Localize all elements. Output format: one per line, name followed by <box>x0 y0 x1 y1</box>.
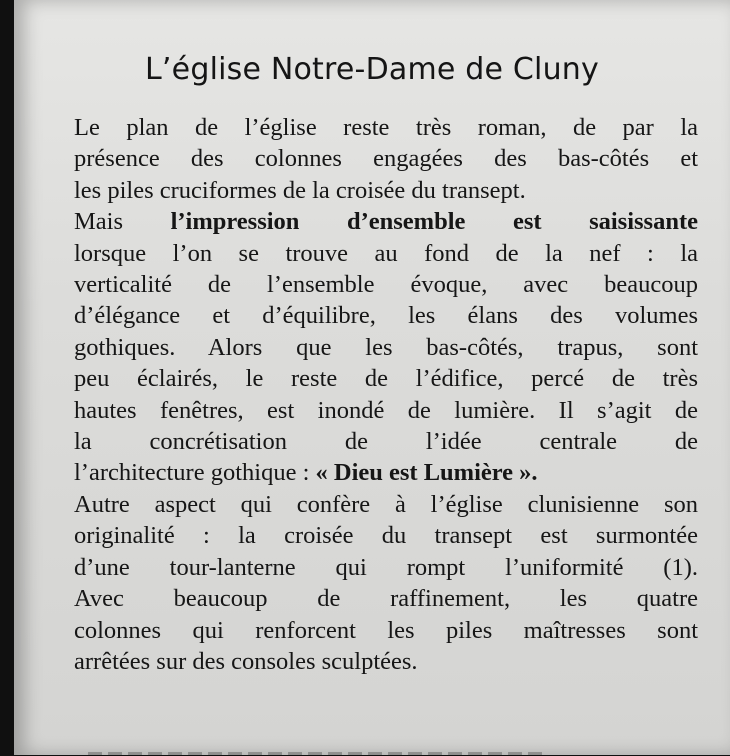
text-span: arrêtées sur des consoles sculptées. <box>74 647 418 675</box>
text-line <box>74 143 698 174</box>
text-line <box>74 457 698 488</box>
text-span: d’élégance et d’équilibre, les élans des volumes <box>74 302 698 330</box>
text-span: Le plan de l’église reste très roman, de par la <box>74 114 698 141</box>
text-span: hautes fenêtres, est inondé de lumière. Il s’agit de <box>74 396 698 424</box>
bold-text: l’impression d’ensemble est saisissante <box>170 208 698 236</box>
text-span: lorsque l’on se trouve au fond de la nef : la <box>74 239 698 267</box>
text-line <box>74 363 698 394</box>
text-line <box>74 520 698 551</box>
text-line <box>74 175 698 206</box>
text-span: colonnes qui renforcent les piles maîtresses sont <box>74 616 698 644</box>
text-line <box>74 489 698 520</box>
document-panel <box>14 0 730 755</box>
text-span: présence des colonnes engagées des bas-côtés et <box>74 145 698 173</box>
text-span: verticalité de l’ensemble évoque, avec beaucoup <box>74 271 698 299</box>
text-line <box>74 646 698 677</box>
text-span: gothiques. Alors que les bas-côtés, trapus, sont <box>74 333 698 361</box>
text-line <box>74 552 698 583</box>
text-span: la concrétisation de l’idée centrale de <box>74 428 698 456</box>
bold-text: « Dieu est Lumière ». <box>315 459 538 487</box>
text-line <box>74 269 698 300</box>
text-line <box>74 206 698 237</box>
text-span: originalité : la croisée du transept est surmontée <box>74 522 698 550</box>
text-span: Autre aspect qui confère à l’église clunisienne son <box>74 490 698 518</box>
text-line <box>74 426 698 457</box>
text-span: l’architecture gothique : <box>74 459 316 487</box>
text-line <box>74 615 698 646</box>
text-span: peu éclairés, le reste de l’édifice, percé de très <box>74 365 698 393</box>
text-line <box>74 238 698 269</box>
text-span: d’une tour-lanterne qui rompt l’uniformité (1). <box>74 553 698 581</box>
text-span: Mais <box>74 208 171 236</box>
text-span: les piles cruciformes de la croisée du transept. <box>74 176 526 204</box>
text-span: Avec beaucoup de raffinement, les quatre <box>74 585 698 613</box>
cropped-text-edge <box>88 742 548 756</box>
document-body <box>74 112 698 677</box>
text-line <box>74 112 698 143</box>
text-line <box>74 583 698 614</box>
text-line <box>74 300 698 331</box>
text-line <box>74 395 698 426</box>
document-title: L’église Notre-Dame de Cluny <box>145 52 599 87</box>
text-line <box>74 332 698 363</box>
